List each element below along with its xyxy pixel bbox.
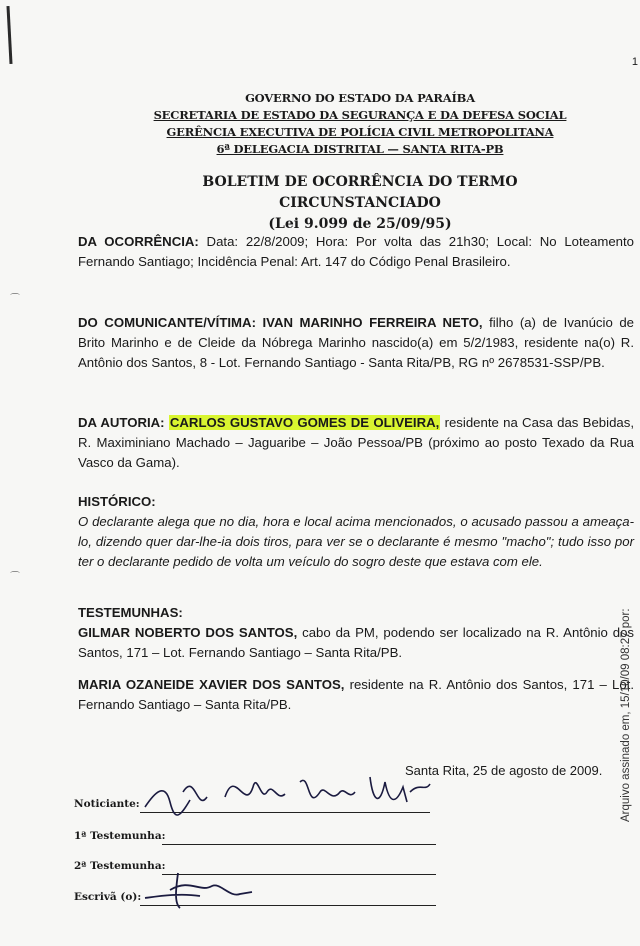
ocorrencia-text: Data: 22/8/2009; Hora: Por volta das 21h30; Local: No Loteamento Fernando Santiago; Incidência Penal: Art. 147 do Código Penal Brasileiro.	[78, 234, 634, 269]
autoria-label: DA AUTORIA:	[78, 415, 165, 430]
autoria-text: residente na Casa das Bebidas, R. Maximiniano Machado – Jaguaribe – João Pessoa/PB (próximo ao posto Texado da Rua Vasco da Gama).	[78, 415, 634, 470]
testemunha-1	[78, 623, 634, 663]
title-main: BOLETIM DE OCORRÊNCIA DO TERMO CIRCUNSTANCIADO	[202, 174, 518, 211]
title-sub: (Lei 9.099 de 25/09/95)	[268, 216, 452, 232]
header-line-3: GERÊNCIA EXECUTIVA DE POLÍCIA CIVIL METROPOLITANA	[166, 125, 554, 139]
document-header	[150, 90, 570, 158]
digital-signature-stamp	[606, 560, 632, 822]
document-title	[120, 172, 600, 235]
section-ocorrencia	[78, 232, 634, 272]
testemunha-1-name: GILMAR NOBERTO DOS SANTOS,	[78, 625, 298, 640]
header-line-4: 6ª DELEGACIA DISTRITAL — SANTA RITA-PB	[216, 142, 504, 156]
page-number: 1	[631, 56, 638, 68]
side-stamp-text: Arquivo assinado em, 15/10/09 08:27 por:	[620, 608, 632, 822]
ocorrencia-label: DA OCORRÊNCIA:	[78, 234, 199, 249]
section-comunicante	[78, 313, 634, 373]
comunicante-label: DO COMUNICANTE/VÍTIMA: IVAN MARINHO FERREIRA NETO,	[78, 315, 483, 330]
margin-mark	[6, 6, 12, 64]
noticiante-label: Noticiante:	[74, 798, 140, 810]
place-date: Santa Rita, 25 de agosto de 2009.	[405, 763, 603, 778]
noticiante-signature	[135, 762, 435, 822]
section-testemunhas	[78, 603, 634, 715]
escriva-label: Escrivã (o):	[74, 891, 142, 903]
historico-label: HISTÓRICO:	[78, 494, 156, 509]
testemunha1-signature-line	[162, 844, 436, 845]
testemunha1-label: 1ª Testemunha:	[74, 830, 166, 842]
testemunha-2-text: residente na R. Antônio dos Santos, 171 – Lot. Fernando Santiago – Santa Rita/PB.	[78, 677, 634, 712]
testemunha2-label: 2ª Testemunha:	[74, 860, 166, 872]
testemunhas-label: TESTEMUNHAS:	[78, 605, 183, 620]
autoria-name: CARLOS GUSTAVO GOMES DE OLIVEIRA,	[169, 415, 440, 430]
header-line-1: GOVERNO DO ESTADO DA PARAÍBA	[245, 91, 475, 105]
punch-mark: ⌒	[10, 572, 20, 583]
testemunha-2	[78, 675, 634, 715]
testemunha-1-text: cabo da PM, podendo ser localizado na R. Antônio dos Santos, 171 – Lot. Fernando Santiago – Santa Rita/PB.	[78, 625, 634, 660]
punch-mark: ⌒	[10, 294, 20, 305]
section-autoria	[78, 413, 634, 473]
header-line-2: SECRETARIA DE ESTADO DA SEGURANÇA E DA DEFESA SOCIAL	[153, 108, 567, 122]
comunicante-text: filho (a) de Ivanúcio de Brito Marinho e de Cleide da Nóbrega Marinho nascido(a) em 5/2/1983, residente na(o) R. Antônio dos Santos, 8 - Lot. Fernando Santiago - Santa Rita/PB, RG nº 2678531-SSP/PB.	[78, 315, 634, 370]
escriva-signature	[140, 868, 260, 912]
historico-text: O declarante alega que no dia, hora e local acima mencionados, o acusado passou a ameaça-lo, dizendo quer dar-lhe-ia dois tiros, para ver se o declarante é mesmo "macho"; tudo isso por ter o declarante pedido de volta um veículo do sogro deste que estava com ele.	[78, 514, 634, 569]
testemunha-2-name: MARIA OZANEIDE XAVIER DOS SANTOS,	[78, 677, 345, 692]
section-historico	[78, 492, 634, 572]
